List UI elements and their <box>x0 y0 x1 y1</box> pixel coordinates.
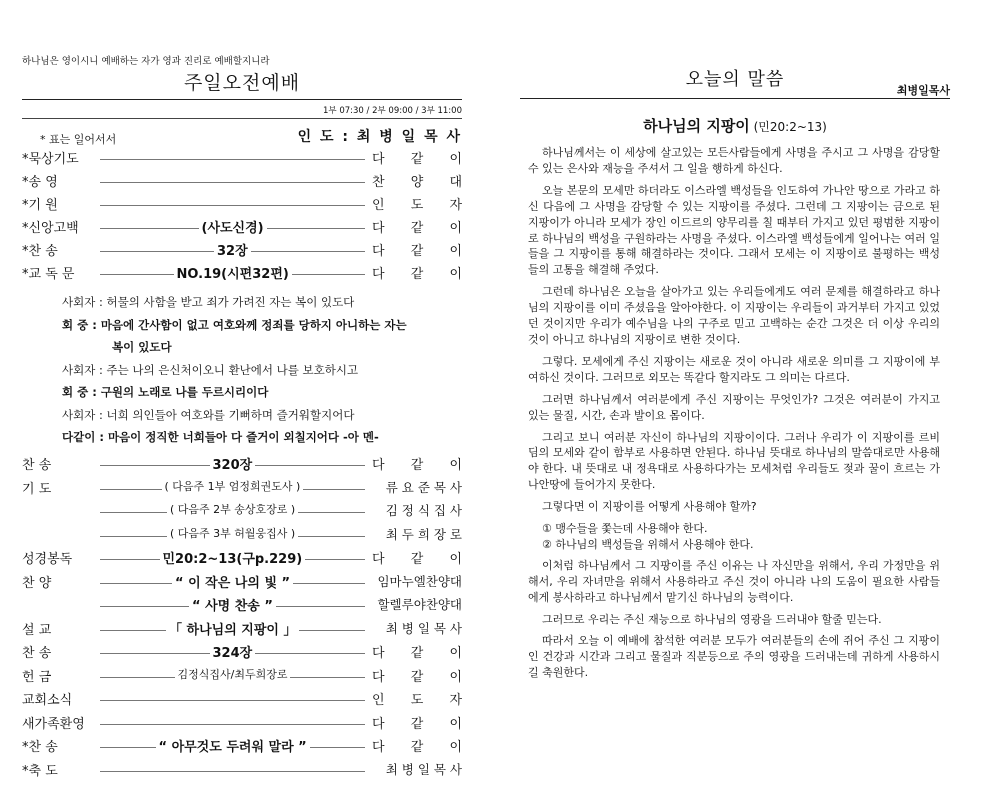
assignee-char: 다 <box>372 669 385 685</box>
sermon-paragraph: 그리고 보니 여러분 자신이 하나님의 지팡이이다. 그러나 우리가 이 지팡이를 르비딤의 모세와 같이 함부로 사용하면 안된다. 하나님 뜻대로 하나님의 말씀대로만 사용해야 한다. 내 뜻대로 내 정욕대로 사용하다가는 모세처럼 우리들도 젖과 꿀이 흐르는 가나안땅에 들어가지 못한다. <box>528 430 940 492</box>
assignee-char: 같 <box>410 646 424 661</box>
speaker: 사회자 : <box>62 295 107 309</box>
order-label: *교 독 문 <box>22 267 75 282</box>
assignee-char: 같 <box>410 552 424 567</box>
speaker: 사회자 : <box>62 407 107 422</box>
assignee-char: 이 <box>449 244 462 259</box>
order-content: NO.19(시편32편) <box>174 263 292 282</box>
responsive-line <box>62 407 462 423</box>
assignee-char: 같 <box>410 458 424 473</box>
sermon-paragraph: 그러면 하나님께서 여러분에게 주신 지팡이는 무엇인가? 그것은 여러분이 가지고 있는 물질, 시간, 손과 발이요 몸이다. <box>528 392 940 422</box>
standing-note: * 표는 일어서서 <box>40 133 117 146</box>
order-row <box>22 148 462 170</box>
responsive-line <box>62 384 462 400</box>
leader-line <box>100 724 365 725</box>
assignee-char: 도 <box>410 693 424 708</box>
assignee-char: 대 <box>449 175 462 190</box>
order-row <box>22 454 462 476</box>
order-label: *찬 송 <box>22 244 58 259</box>
assignee-char: 자 <box>449 693 462 708</box>
order-assignee: 할렐루야찬양대 <box>377 597 462 612</box>
order-assignee: 김 정 식 집 사 <box>385 503 462 518</box>
order-label: 기 도 <box>22 481 52 497</box>
leader: 인 도 : 최 병 일 목 사 <box>297 129 462 145</box>
order-content: (사도신경) <box>199 217 267 236</box>
divider <box>520 98 950 99</box>
reading-text: 구원의 노래로 나를 두르시리이다 <box>100 385 269 399</box>
sermon-paragraph: 그렇다면 이 지팡이를 어떻게 사용해야 할까? <box>542 500 757 514</box>
reading-text: 주는 나의 은신처이오니 환난에서 나를 보호하시고 <box>106 362 359 377</box>
reading-text: 마음에 간사함이 없고 여호와께 정죄를 당하지 아니하는 자는 <box>100 317 407 332</box>
assignee-char: 다 <box>372 646 385 661</box>
order-assignee <box>372 194 462 213</box>
sermon-reference: (민20:2~13) <box>749 120 827 134</box>
order-row <box>22 478 462 500</box>
service-times: 1부 07:30 / 2부 09:00 / 3부 11:00 <box>323 106 462 116</box>
assignee-char: 이 <box>449 458 462 473</box>
sermon-section-title: 오늘의 말씀 <box>685 69 785 90</box>
speaker: 사회자 : <box>62 362 107 377</box>
order-row <box>22 736 462 758</box>
order-row <box>22 171 462 193</box>
order-assignee: 최 두 희 장 로 <box>385 526 462 542</box>
order-assignee: 임마누엘찬양대 <box>377 573 462 589</box>
page-title: 주일오전예배 <box>183 72 301 94</box>
speaker: 회 중 : <box>62 385 101 399</box>
order-content: “ 사명 찬송 ” <box>189 595 276 614</box>
order-assignee: 류 요 준 목 사 <box>385 479 462 495</box>
assignee-char: 도 <box>410 198 424 213</box>
order-content: 32장 <box>214 240 251 259</box>
order-label: 교회소식 <box>22 693 73 708</box>
order-label: 찬 송 <box>22 646 52 661</box>
assignee-char: 이 <box>449 716 462 732</box>
order-label: *축 도 <box>22 763 58 779</box>
sermon-panel <box>520 0 950 805</box>
responsive-line <box>62 362 462 378</box>
assignee-char: 다 <box>372 740 385 755</box>
reading-text: 마음이 정직한 너희들아 다 즐거이 외칠지어다 -아 멘- <box>107 430 379 444</box>
order-content: 324장 <box>210 642 256 661</box>
responsive-line <box>62 317 462 333</box>
sermon-body <box>528 145 940 687</box>
sermon-list-item: ① 맹수들을 쫓는데 사용해야 한다. <box>542 522 708 536</box>
order-assignee: 최 병 일 목 사 <box>385 620 462 636</box>
order-label: 헌 금 <box>22 669 52 685</box>
sermon-list-item: ② 하나님의 백성들을 위해서 사용해야 한다. <box>542 537 754 551</box>
order-row <box>22 572 462 594</box>
assignee-char: 이 <box>449 552 462 567</box>
order-assignee <box>372 240 462 259</box>
order-assignee: 최 병 일 목 사 <box>385 761 462 777</box>
order-row <box>22 595 462 617</box>
assignee-char: 양 <box>410 175 424 190</box>
order-label: *묵상기도 <box>22 152 79 167</box>
order-row <box>22 619 462 641</box>
order-content: ( 다음주 2부 송상호장로 ) <box>167 501 298 517</box>
order-content: 김정식집사/최두희장로 <box>175 666 291 682</box>
order-assignee <box>372 713 462 732</box>
order-row <box>22 713 462 735</box>
sermon-title <box>520 115 950 136</box>
sermon-paragraph: 하나님께서는 이 세상에 살고있는 모든사람들에게 사명을 주시고 그 사명을 감당할 수 있는 은사와 재능을 주셔서 그 일을 행하게 하신다. <box>528 146 940 175</box>
assignee-char: 다 <box>372 152 385 167</box>
assignee-char: 같 <box>410 669 424 685</box>
worship-order-panel <box>22 0 462 805</box>
responsive-line <box>62 429 462 445</box>
assignee-char: 같 <box>410 740 424 755</box>
order-row <box>22 263 462 285</box>
divider <box>22 118 462 119</box>
order-label: 찬 양 <box>22 575 52 591</box>
order-assignee <box>372 642 462 661</box>
assignee-char: 같 <box>410 244 424 259</box>
order-row <box>22 642 462 664</box>
order-row <box>22 666 462 688</box>
sermon-paragraph: 그러므로 우리는 주신 재능으로 하나님의 영광을 드러내야 할줄 믿는다. <box>542 612 882 626</box>
assignee-char: 같 <box>410 152 424 167</box>
sermon-paragraph: 그런데 하나님은 오늘을 살아가고 있는 우리들에게도 여러 문제를 해결하라고 하나님의 지팡이를 이미 주셨음을 알아야한다. 이 지팡이는 우리들이 과거부터 가지고 있었던 것이지만 우리가 예수님을 나의 구주로 믿고 고백하는 순간 그것은 더 이상 우리의 것이 아니고 하나님의 지팡이로 변한 것이다. <box>528 285 940 346</box>
assignee-char: 이 <box>449 669 462 685</box>
assignee-char: 같 <box>410 716 424 732</box>
order-row <box>22 525 462 547</box>
assignee-char: 같 <box>410 221 424 236</box>
leader-line <box>100 159 365 160</box>
order-row <box>22 217 462 239</box>
assignee-char: 이 <box>449 221 462 236</box>
leader-line <box>100 182 365 183</box>
order-content: 민20:2~13(구p.229) <box>160 548 306 567</box>
order-label: *신앙고백 <box>22 221 79 236</box>
order-row <box>22 760 462 782</box>
speaker: 다같이 : <box>62 430 108 444</box>
order-label: *기 원 <box>22 198 58 213</box>
reading-text: 너희 의인들아 여호와를 기뻐하며 즐거워할지어다 <box>106 407 355 422</box>
order-label: 찬 송 <box>22 458 52 473</box>
assignee-char: 다 <box>372 267 385 282</box>
sermon-paragraph: 오늘 본문의 모세만 하더라도 이스라엘 백성들을 인도하여 가나안 땅으로 가라고 하신 다음에 그 사명을 감당할 수 있는 지팡이를 주셨다. 그런데 그 지팡이는 금으로 된 지팡이가 아니라 모세가 장인 이드르의 양무리를 칠 때부터 가지고 있던 평범한 지팡이로 하나님의 백성을 구원하라는 사명을 주셨다. 이스라엘 백성들에게 일어나는 여러 일들을 그 지팡이를 통해 해결하라는 것이다. 그래서 모세는 이 지팡이로 불평하는 백성들의 고통을 해결해 주었다. <box>528 183 940 277</box>
order-label: *송 영 <box>22 175 58 190</box>
order-row <box>22 240 462 262</box>
order-assignee <box>372 736 462 755</box>
order-label: *찬 송 <box>22 740 58 755</box>
leader-line <box>100 771 365 772</box>
reading-text: 허물의 사함을 받고 죄가 가려진 자는 복이 있도다 <box>106 295 355 309</box>
assignee-char: 인 <box>372 198 385 213</box>
assignee-char: 이 <box>449 152 462 167</box>
order-content: 320장 <box>210 454 256 473</box>
motto: 하나님은 영이시니 예배하는 자가 영과 진리로 예배할지니라 <box>22 56 270 67</box>
order-assignee <box>372 689 462 708</box>
order-row <box>22 194 462 216</box>
author: 최병일목사 <box>896 84 950 97</box>
order-assignee <box>372 263 462 282</box>
assignee-char: 다 <box>372 716 385 732</box>
leader-line <box>100 205 365 206</box>
speaker: 회 중 : <box>62 317 101 332</box>
sermon-paragraph: 이처럼 하나님께서 그 지팡이를 주신 이유는 나 자신만을 위해서, 우리 가정만을 위해서, 우리 자녀만을 위해서 사용하라고 주신 것이 아니라 나의 도움이 필요한 사람들에게 봉사하라고 하나님께서 맡기신 하나님의 능력이다. <box>528 558 940 604</box>
assignee-char: 인 <box>372 693 385 708</box>
order-assignee <box>372 548 462 567</box>
order-content: ( 다음주 1부 엄정희권도사 ) <box>162 478 304 494</box>
order-assignee <box>372 666 462 685</box>
order-row <box>22 501 462 523</box>
sermon-paragraph: 그렇다. 모세에게 주신 지팡이는 새로운 것이 아니라 새로운 의미를 그 지팡이에 부여하신 것이다. 그러므로 외모는 똑같다 할지라도 그 의미는 다르다. <box>528 354 940 384</box>
assignee-char: 다 <box>372 552 385 567</box>
sermon-title-main: 하나님의 지팡이 <box>643 117 750 135</box>
order-assignee <box>372 454 462 473</box>
reading-text: 복이 있도다 <box>112 340 172 354</box>
assignee-char: 자 <box>449 198 462 213</box>
order-content: “ 아무것도 두려워 말라 ” <box>156 736 310 755</box>
assignee-char: 이 <box>449 646 462 661</box>
order-row <box>22 548 462 570</box>
order-assignee <box>372 217 462 236</box>
assignee-char: 이 <box>449 740 462 755</box>
order-assignee <box>372 148 462 167</box>
responsive-line <box>112 339 512 355</box>
assignee-char: 같 <box>410 267 424 282</box>
sermon-paragraph: 따라서 오늘 이 예배에 참석한 여러분 모두가 여러분들의 손에 쥐어 주신 그 지팡이인 건강과 시간과 그리고 물질과 직분등으로 주의 영광을 드러내는데 귀하게 사용하시길 축원한다. <box>528 634 940 680</box>
assignee-char: 다 <box>372 221 385 236</box>
order-label: 성경봉독 <box>22 552 73 567</box>
assignee-char: 찬 <box>372 175 385 190</box>
assignee-char: 다 <box>372 244 385 259</box>
divider <box>22 99 462 100</box>
order-content: ( 다음주 3부 허월웅집사 ) <box>167 525 298 541</box>
leader-line <box>100 700 365 701</box>
responsive-line <box>62 294 462 310</box>
order-content: 「 하나님의 지팡이 」 <box>166 619 299 638</box>
order-content: “ 이 작은 나의 빛 ” <box>172 572 293 591</box>
order-label: 새가족환영 <box>22 716 85 732</box>
order-label: 설 교 <box>22 622 52 638</box>
order-row <box>22 689 462 711</box>
assignee-char: 이 <box>449 267 462 282</box>
assignee-char: 다 <box>372 458 385 473</box>
order-assignee <box>372 171 462 190</box>
